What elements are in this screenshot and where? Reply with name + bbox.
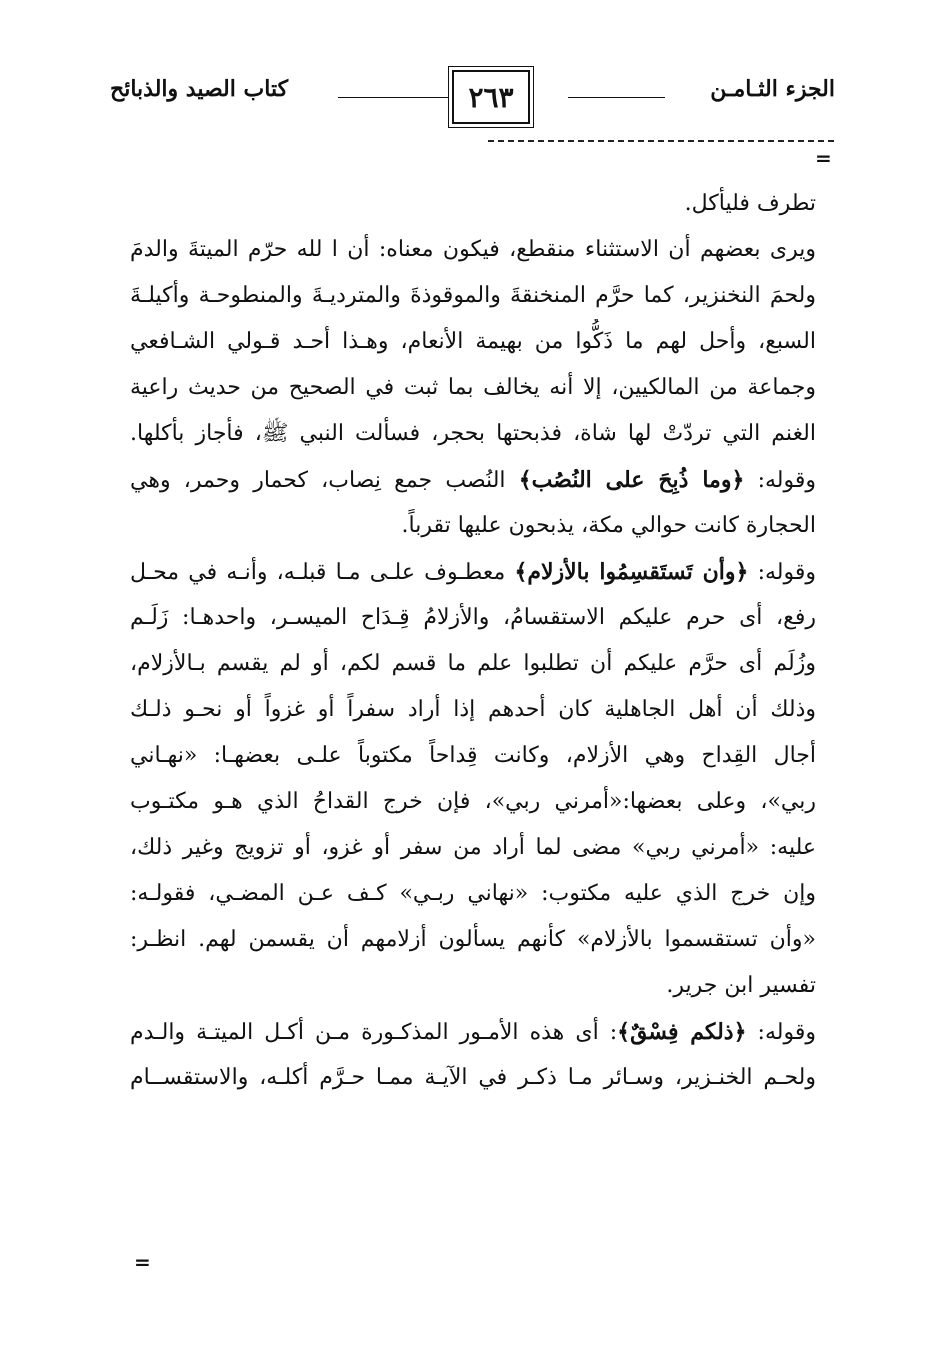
line-suffix: معطـوف علـى مـا قبلـه، وأنـه في محـل — [130, 560, 515, 585]
body-text — [130, 181, 816, 1101]
continuation-dashed-rule — [488, 140, 834, 142]
page-number: ٢٦٣ — [452, 70, 530, 124]
continuation-mark-top: = — [815, 146, 832, 170]
text-line: وإن خرج الذي عليه مكتوب: «نهاني ربـي» كـف عـن المضـي، فقولـه: — [130, 881, 816, 906]
header-rule-right — [568, 97, 665, 98]
text-line: تطرف فليأكل. — [684, 191, 816, 216]
text-line — [130, 457, 816, 503]
text-line: الحجارة كانت حوالي مكة، يذبحون عليها تقرباً. — [401, 513, 816, 538]
text-line — [130, 549, 816, 595]
text-line: رفع، أى حرم عليكم الاستقسامُ، والأزلامُ قِـدَاح الميسـر، واحدهـا: زَلَـم — [130, 605, 816, 630]
continuation-mark-bottom: = — [134, 1250, 151, 1274]
text-line: ولحمَ النخنزير، كما حرَّم المنخنقةَ والموقوذةَ والمترديـةَ والمنطوحـة وأكيلـةَ — [130, 283, 816, 308]
line-prefix: وقوله: — [744, 468, 816, 493]
text-line: السبع، وأحل لهم ما ذَكُّوا من بهيمة الأنعام، وهـذا أحـد قـولي الشـافعي — [130, 329, 816, 354]
text-line: ولحـم الخنـزير، وسـائر مـا ذكـر في الآيـة ممـا حـرَّم أكلـه، والاستقســام — [130, 1065, 816, 1090]
text-line: «وأن تستقسموا بالأزلام» كأنهم يسألون أزلامهم أن يقسمن لهم. انظـر: — [130, 927, 816, 952]
text-line: ربي»، وعلى بعضها:«أمرني ربي»، فإن خرج القداحُ الذي هـو مكتـوب — [130, 789, 816, 814]
quran-quote: ﴿وأن تَستَقسِمُوا بالأزلام﴾ — [514, 559, 749, 585]
text-line: وجماعة من المالكيين، إلا أنه يخالف بما ثبت في الصحيح من حديث راعية — [130, 375, 816, 400]
volume-label: الجزء الثـامـن — [710, 76, 835, 102]
page-header — [110, 70, 835, 126]
line-prefix: وقوله: — [748, 560, 816, 585]
text-line: تفسير ابن جرير. — [666, 973, 816, 998]
header-rule-left — [338, 97, 448, 98]
text-line: وزُلَم أى حرَّم عليكم أن تطلبوا علم ما قسم لكم، أو لم يقسم بـالأزلام، — [130, 651, 816, 676]
text-line: الغنم التي تردّتْ لها شاة، فذبحتها بحجر، فسألت النبي ﷺ، فأجاز بأكلها. — [130, 421, 816, 446]
text-line: ويرى بعضهم أن الاستثناء منقطع، فيكون معناه: أن ا لله حرّم الميتةَ والدمَ — [130, 237, 816, 262]
text-line: عليه: «أمرني ربي» مضى لما أراد من سفر أو غزو، أو تزويج وغير ذلك، — [130, 835, 816, 860]
quran-quote: ﴿ذلكم فِسْقٌ﴾ — [617, 1019, 747, 1045]
line-suffix: : أى هذه الأمـور المذكـورة مـن أكـل الميتـة والـدم — [130, 1020, 618, 1045]
quran-quote: ﴿وما ذُبِحَ على النُصُب﴾ — [518, 467, 745, 493]
book-title: كتاب الصيد والذبائح — [110, 76, 289, 102]
text-line — [130, 1009, 816, 1055]
text-line: أجال القِداح وهي الأزلام، وكانت قِداحاً مكتوباً علـى بعضهـا: «نهـاني — [130, 743, 816, 768]
line-prefix: وقوله: — [746, 1020, 816, 1045]
text-line: وذلك أن أهل الجاهلية كان أحدهم إذا أراد سفراً أو غزواً أو نحـو ذلـك — [130, 697, 816, 722]
line-suffix: النُصب جمع نِصاب، كحمار وحمر، وهي — [130, 468, 519, 493]
